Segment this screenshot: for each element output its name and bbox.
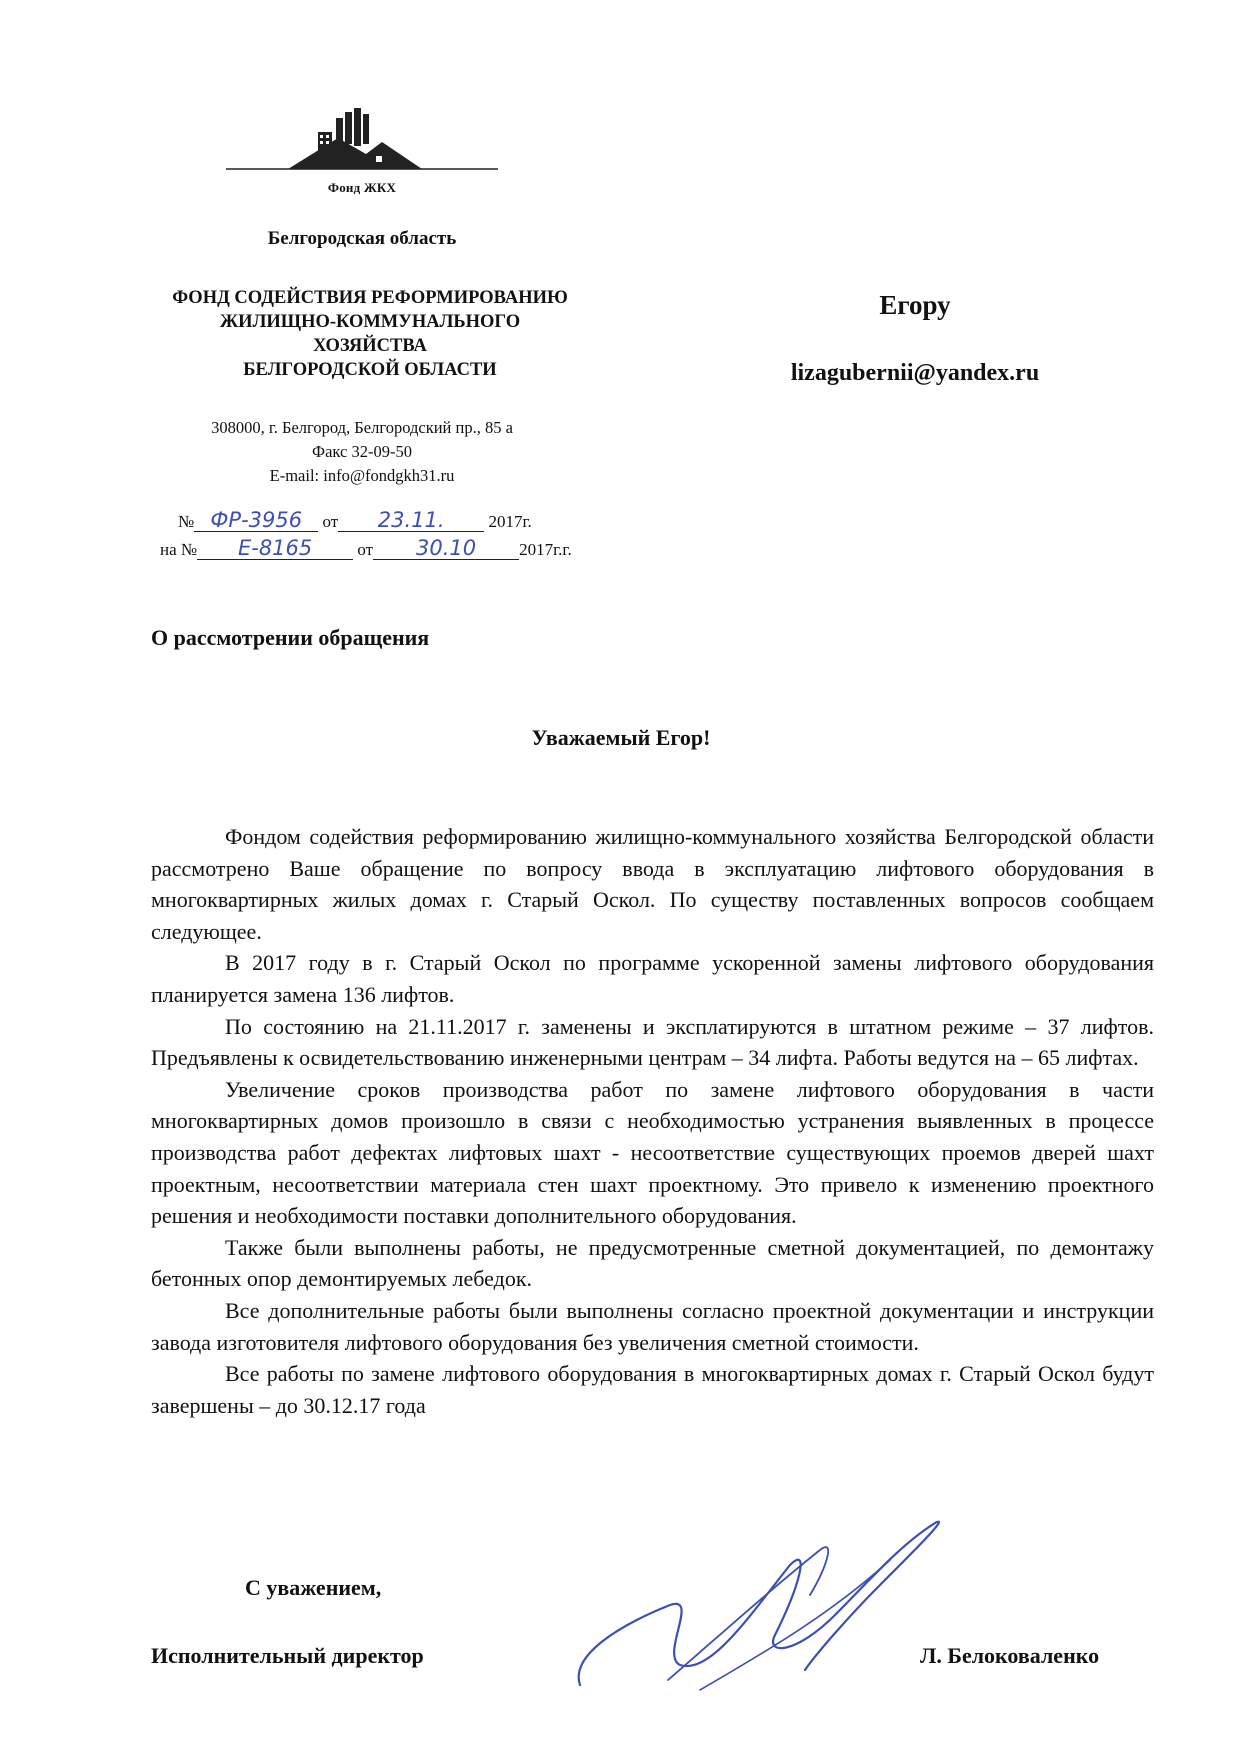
outgoing-from-label: от [322, 512, 339, 531]
letter-body [151, 821, 1154, 1421]
outgoing-year: 2017г. [488, 512, 532, 531]
org-name-line: ФОНД СОДЕЙСТВИЯ РЕФОРМИРОВАНИЮ [172, 288, 568, 308]
logo-caption: Фонд ЖКХ [327, 180, 397, 195]
org-name-line: БЕЛГОРОДСКОЙ ОБЛАСТИ [243, 360, 497, 380]
outgoing-number: ФР-3956 [194, 510, 318, 532]
body-paragraph: Все дополнительные работы были выполнены согласно проектной документации и инструкции завода изготовителя лифтового оборудования без увеличения сметной стоимости. [151, 1297, 1154, 1355]
recipient-email: lizagubernii@yandex.ru [790, 360, 1040, 386]
org-name-line: ЖИЛИЩНО-КОММУНАЛЬНОГО [219, 312, 521, 332]
signatory-name: Л. Белоковаленко [920, 1643, 1100, 1668]
body-paragraph: Также были выполнены работы, не предусмотренные сметной документацией, по демонтажу бетонных опор демонтируемых лебедок. [151, 1234, 1154, 1292]
outgoing-number-prefix: № [178, 512, 195, 531]
incoming-from-label: от [357, 540, 374, 559]
recipient-name: Егору [879, 290, 951, 320]
organization-name [140, 286, 600, 382]
body-paragraph: Увеличение сроков производства работ по замене лифтового оборудования в части многоквартирных домов произошло в связи с необходимостью устранения выявленных в процессе производства работ дефектах лифтовых шахт - несоответствие существующих проемов дверей шахт проектным, несоответствии материала стен шахт проектному. Это привело к изменению проектного решения и необходимости поставки дополнительного оборудования. [151, 1076, 1154, 1229]
signatory-position: Исполнительный директор [151, 1643, 424, 1668]
org-address: 308000, г. Белгород, Белгородский пр., 85 а [211, 418, 513, 437]
building-logo-icon [226, 106, 498, 178]
incoming-number: Е-8165 [197, 538, 353, 560]
handwritten-signature [560, 1505, 960, 1710]
body-paragraph: В 2017 году в г. Старый Оскол по программе ускоренной замены лифтового оборудования планируется замена 136 лифтов. [151, 950, 1154, 1007]
body-paragraph: Все работы по замене лифтового оборудования в многоквартирных домах г. Старый Оскол будут завершены – до 30.12.17 года [151, 1361, 1154, 1418]
org-contacts [150, 416, 574, 488]
org-email: E-mail: info@fondgkh31.ru [269, 466, 455, 485]
body-paragraph: По состоянию на 21.11.2017 г. заменены и эксплатируются в штатном режиме – 37 лифтов. Предъявлены к освидетельствованию инженерными центрам – 34 лифта. Работы ведутся на – 65 лифтах. [151, 1013, 1154, 1071]
letter-subject: О рассмотрении обращения [151, 625, 430, 650]
body-paragraph: Фондом содействия реформированию жилищно-коммунального хозяйства Белгородской области рассмотрено Ваше обращение по вопросу ввода в эксплуатацию лифтового оборудования в многоквартирных жилых домах г. Старый Оскол. По существу поставленных вопросов сообщаем следующее. [151, 824, 1154, 944]
outgoing-date: 23.11. [338, 510, 484, 532]
org-name-line: ХОЗЯЙСТВА [313, 336, 427, 356]
incoming-year: 2017г.г. [519, 540, 572, 559]
outgoing-number-row [178, 510, 532, 532]
org-fax: Факс 32-09-50 [312, 442, 412, 461]
region-title: Белгородская область [267, 228, 457, 249]
closing-phrase: С уважением, [245, 1575, 382, 1600]
incoming-date: 30.10 [373, 538, 519, 560]
incoming-number-prefix: на № [160, 540, 198, 559]
incoming-number-row [160, 538, 572, 560]
letter-greeting: Уважаемый Егор! [531, 725, 711, 750]
